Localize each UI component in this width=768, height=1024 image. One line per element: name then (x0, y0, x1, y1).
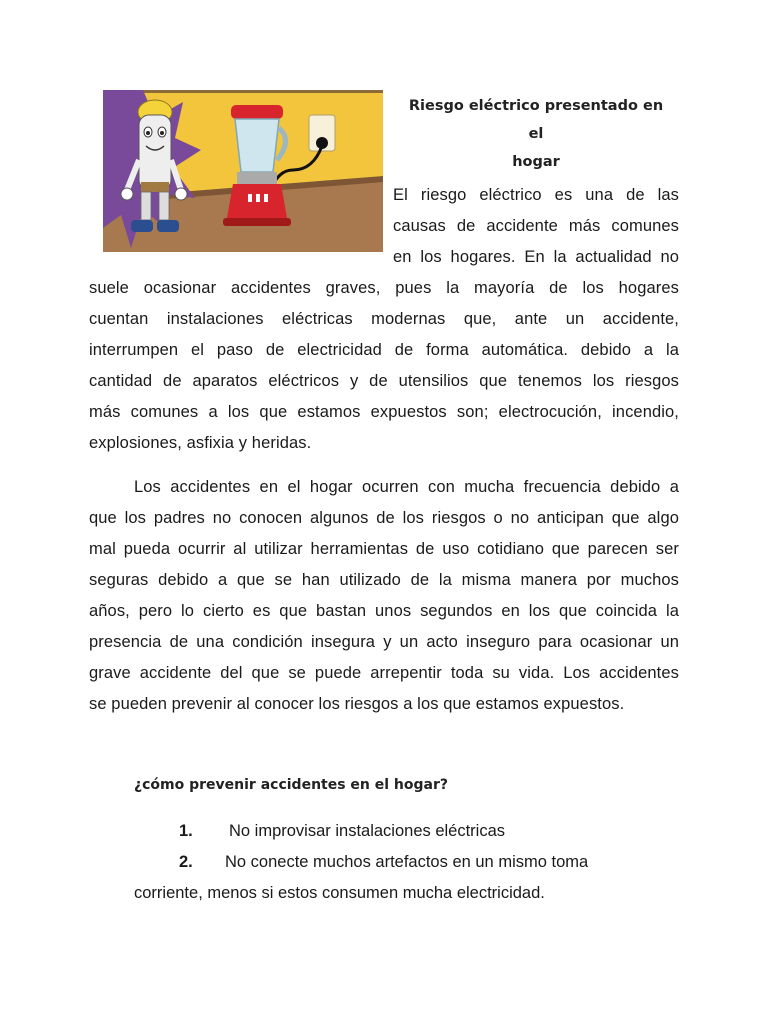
paragraph-1 (89, 273, 679, 459)
text-line: cantidad de aparatos eléctricos y de utensilios que tenemos los riesgos (89, 372, 679, 390)
title-line: Riesgo eléctrico presentado en el (408, 98, 664, 142)
paragraph-2 (89, 472, 679, 720)
text-line: más comunes a los que estamos expuestos son; electrocución, incendio, (89, 403, 679, 421)
text-line: causas de accidente más comunes (393, 217, 679, 235)
text-line: grave accidente del que se puede arrepentir toda su vida. Los accidentes (89, 664, 679, 682)
list-number: 1. (179, 822, 193, 840)
text-line: que los padres no conocen algunos de los riesgos o no anticipan que algo (89, 509, 679, 527)
list-item (179, 847, 588, 878)
text-line: en los hogares. En la actualidad no (393, 248, 679, 266)
page-title (400, 92, 672, 176)
blender-cartoon-image (103, 90, 383, 252)
text-line: seguras debido a que se han utilizado de la misma manera por muchos (89, 571, 679, 589)
text-line: cuentan instalaciones eléctricas modernas que, ante un accidente, (89, 310, 679, 328)
list-text: No improvisar instalaciones eléctricas (229, 822, 506, 840)
list-number: 2. (179, 853, 193, 871)
list-item (179, 816, 505, 847)
paragraph-1-top (393, 180, 679, 273)
text-line: Los accidentes en el hogar ocurren con mucha frecuencia debido a (134, 478, 679, 496)
text-line: El riesgo eléctrico es una de las (393, 186, 679, 204)
text-line: años, pero lo cierto es que bastan unos segundos en los que coincida la (89, 602, 679, 620)
text-line: explosiones, asfixia y heridas. (89, 434, 312, 452)
text-line: se pueden prevenir al conocer los riesgos a los que estamos expuestos. (89, 695, 625, 713)
text-line: presencia de una condición insegura y un acto inseguro para ocasionar un (89, 633, 679, 651)
list-item-continuation: corriente, menos si estos consumen mucha electricidad. (134, 884, 545, 902)
illustration (103, 90, 383, 252)
text-line: interrumpen el paso de electricidad de forma automática. debido a la (89, 341, 679, 359)
text-line: suele ocasionar accidentes graves, pues la mayoría de los hogares (89, 279, 679, 297)
list-text: No conecte muchos artefactos en un mismo toma (225, 853, 589, 871)
title-line: hogar (512, 154, 560, 170)
text-line: mal pueda ocurrir al utilizar herramientas de uso cotidiano que parecen ser (89, 540, 679, 558)
section-heading: ¿cómo prevenir accidentes en el hogar? (134, 777, 449, 793)
